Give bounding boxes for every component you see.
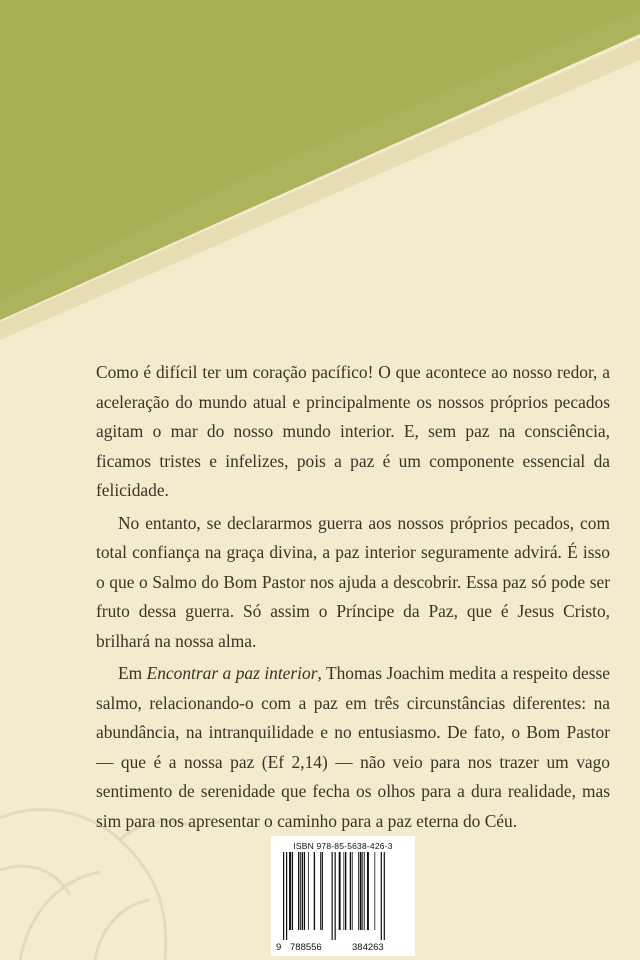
- barcode-guard-bar: [384, 852, 385, 940]
- paragraph-3: [96, 659, 610, 836]
- barcode-bar: [367, 852, 369, 930]
- barcode-guard-bar: [283, 852, 284, 940]
- barcode-bar: [292, 852, 293, 930]
- barcode-bar: [364, 852, 365, 930]
- barcode-bar: [320, 852, 321, 930]
- barcode-bar: [304, 852, 305, 930]
- barcode-guard-bar: [332, 852, 333, 940]
- barcode-digit-group-1: 788556: [290, 942, 322, 953]
- barcode-bar: [350, 852, 351, 930]
- paragraph-1: [96, 358, 610, 506]
- barcode-guard-bar: [381, 852, 382, 940]
- isbn-label: ISBN 978-85-5638-426-3: [293, 841, 393, 851]
- barcode-guard-bar: [335, 852, 336, 940]
- barcode-bar: [314, 852, 315, 930]
- barcode-guard-bar: [286, 852, 287, 940]
- paragraph-3-text-b: , Thomas Joachim medita a respeito desse salmo, relacionando-o com a paz em três circunstâncias diferentes: na abundância, na intranquilidade e no entusiasmo. De fato, o Bom Pastor — que é a nossa paz (Ef 2,14) — não veio para nos trazer um vago sentimento de serenidade que fecha os olhos para a dura realidade, mas sim para nos apresentar o caminho para a paz eterna do Céu.: [96, 663, 610, 831]
- barcode-bar: [360, 852, 362, 930]
- barcode-bar: [358, 852, 359, 930]
- barcode-digit-group-2: 384263: [352, 942, 384, 953]
- barcode-bar: [345, 852, 346, 930]
- paragraph-1-text: Como é difícil ter um coração pacífico! O que acontece ao nosso redor, a aceleração do mundo atual e principalmente os nossos próprios pecados agitam o mar do nosso mundo interior. E, sem paz na consciência, ficamos tristes e infelizes, pois a paz é um componente essencial da felicidade.: [96, 362, 610, 500]
- barcode-bar: [308, 852, 309, 930]
- barcode-bar: [362, 852, 363, 930]
- barcode-digit-lead: 9: [276, 942, 282, 953]
- barcode-icon: [277, 852, 409, 940]
- barcode-bar: [374, 852, 375, 930]
- barcode-bar: [343, 852, 344, 930]
- book-title-italic: Encontrar a paz interior: [146, 663, 318, 683]
- barcode-bar: [352, 852, 353, 930]
- barcode-bar: [298, 852, 299, 930]
- barcode-bar: [339, 852, 341, 930]
- isbn-barcode: [271, 836, 415, 956]
- paragraph-2: [96, 509, 610, 657]
- barcode-bar: [322, 852, 323, 930]
- paragraph-2-text: No entanto, se declararmos guerra aos nossos próprios pecados, com total confiança na graça divina, a paz interior seguramente advirá. É isso o que o Salmo do Bom Pastor nos ajuda a descobrir. Essa paz só pode ser fruto dessa guerra. Só assim o Príncipe da Paz, que é Jesus Cristo, brilhará na nossa alma.: [96, 512, 610, 651]
- barcode-bar: [289, 852, 291, 930]
- paragraph-3-text-a: Em: [118, 663, 147, 683]
- barcode-digits: [277, 942, 409, 954]
- barcode-bar: [300, 852, 301, 930]
- barcode-bar: [302, 852, 303, 930]
- back-cover-text: [96, 358, 610, 836]
